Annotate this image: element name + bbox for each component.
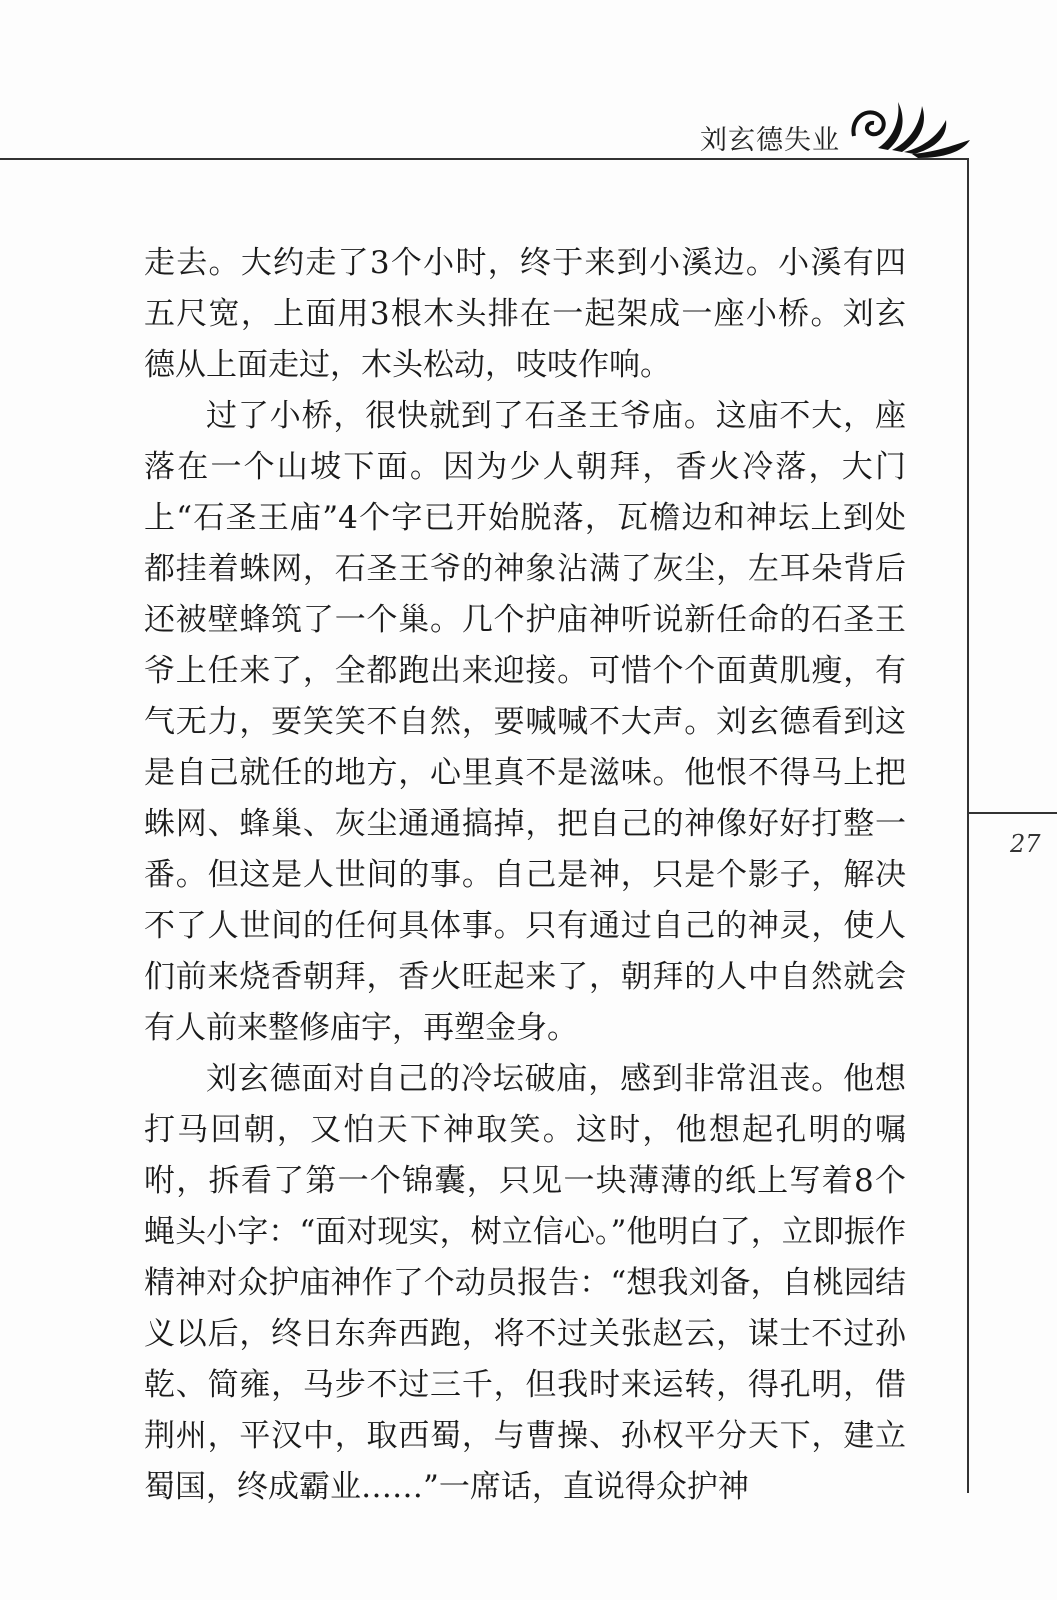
paragraph: 刘玄德面对自己的冷坛破庙，感到非常沮丧。他想打马回朝，又怕天下神取笑。这时，他想起孔明的嘱咐，拆看了第一个锦囊，只见一块薄薄的纸上写着8个蝇头小字：“面对现实，树立信心。”他明白了，立即振作精神对众护庙神作了个动员报告：“想我刘备，自桃园结义以后，终日东奔西跑，将不过关张赵云，谋士不过孙乾、简雍，马步不过三千，但我时来运转，得孔明，借荆州，平汉中，取西蜀，与曹操、孙权平分天下，建立蜀国，终成霸业……”一席话，直说得众护神 — [144, 1061, 906, 1505]
page-number-rule — [968, 812, 1057, 814]
body-text — [144, 238, 906, 1513]
flourish-ornament-icon — [848, 96, 973, 160]
paragraph: 过了小桥，很快就到了石圣王爷庙。这庙不大，座落在一个山坡下面。因为少人朝拜，香火冷落，大门上“石圣王庙”4个字已开始脱落，瓦檐边和神坛上到处都挂着蛛网，石圣王爷的神象沾满了灰尘，左耳朵背后还被壁蜂筑了一个巢。几个护庙神听说新任命的石圣王爷上任来了，全都跑出来迎接。可惜个个面黄肌瘦，有气无力，要笑笑不自然，要喊喊不大声。刘玄德看到这是自己就任的地方，心里真不是滋味。他恨不得马上把蛛网、蜂巢、灰尘通通搞掉，把自己的神像好好打整一番。但这是人世间的事。自己是神，只是个影子，解决不了人世间的任何具体事。只有通过自己的神灵，使人们前来烧香朝拜，香火旺起来了，朝拜的人中自然就会有人前来整修庙宇，再塑金身。 — [144, 398, 906, 1046]
margin-rule-vertical — [967, 158, 969, 1493]
running-header-title: 刘玄德失业 — [700, 125, 840, 156]
page-number: 27 — [1010, 830, 1041, 858]
header-rule — [0, 158, 968, 160]
paragraph: 走去。大约走了3个小时，终于来到小溪边。小溪有四五尺宽，上面用3根木头排在一起架成一座小桥。刘玄德从上面走过，木头松动，吱吱作响。 — [144, 245, 906, 383]
